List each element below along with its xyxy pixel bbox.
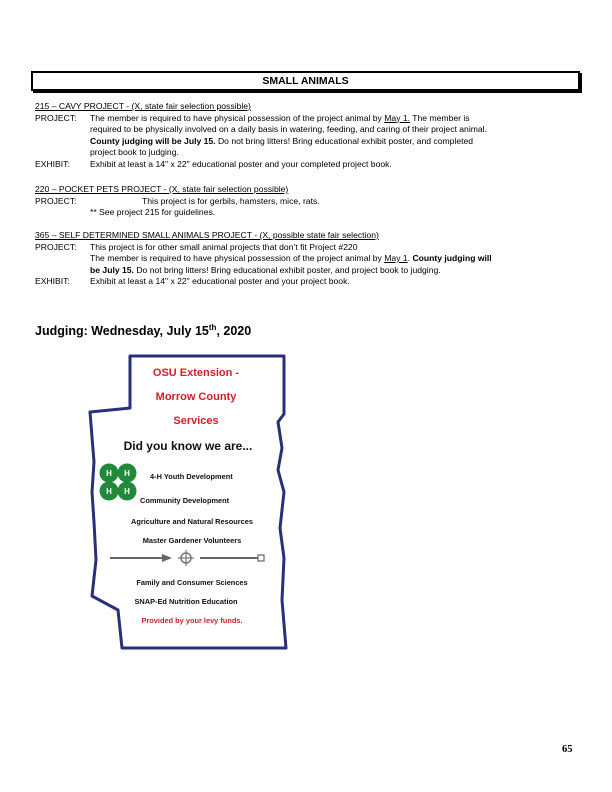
project-label: PROJECT: [35,241,77,252]
guidelines-note: ** See project 215 for guidelines. [90,207,216,217]
page-number: 65 [562,744,573,755]
project-title: 365 – SELF DETERMINED SMALL ANIMALS PROJECT - (X, possible state fair selection) [35,230,379,240]
flyer-item-family-consumer: Family and Consumer Sciences [136,578,248,587]
project-215: 215 – CAVY PROJECT - (X, state fair selection possible) PROJECT: The member is required to have physical possession of the project animal by May 1. The member is required to be physically involved on a daily basis in watering, feeding, and caring of their project animal. County judging will be July 15. Do not bring litters! Bring educational exhibit poster, and completed project book to judging. EXHIBIT: Exhibit at least a 14" x 22" educational poster and your completed project book. [35,101,580,170]
project-label: PROJECT: [35,195,77,206]
exhibit-label: EXHIBIT: [35,276,70,286]
deadline-date: May 1 [384,253,408,263]
deadline-date: May 1. [384,112,411,123]
exhibit-label: EXHIBIT: [35,158,70,169]
project-title: 220 – POCKET PETS PROJECT - (X, state fair selection possible) [35,184,289,194]
project-220: 220 – POCKET PETS PROJECT - (X, state fair selection possible) PROJECT: This project is for gerbils, hamsters, mice, rats. ** See project 215 for guidelines. [35,184,580,219]
svg-text:H: H [106,469,112,478]
osu-extension-flyer [88,352,298,652]
exhibit-text: Exhibit at least a 14" x 22" educational poster and your completed project book. [90,158,392,169]
flyer-item-agriculture: Agriculture and Natural Resources [131,517,253,526]
project-title: 215 – CAVY PROJECT - (X, state fair selection possible) [35,101,251,111]
judging-date-heading: Judging: Wednesday, July 15th, 2020 [35,323,252,339]
judging-date-note: be July 15. [90,264,134,275]
flyer-footer-levy: Provided by your levy funds. [141,616,243,625]
svg-text:H: H [106,487,112,496]
svg-text:H: H [124,487,130,496]
flyer-headline: Did you know we are... [123,439,253,453]
project-365: 365 – SELF DETERMINED SMALL ANIMALS PROJECT - (X, possible state fair selection) PROJECT: This project is for other small animal projects that don’t fit Project #220 The member is required to have physical possession of the project animal by May 1. County judging will be July 15. Do not bring litters! Bring educational exhibit poster, and project book to judging. EXHIBIT: Exhibit at least a 14" x 22" educational poster and your project book. [35,230,580,288]
flyer-item-community: Community Development [140,496,230,505]
flyer-line-osu-extension: OSU Extension - [152,367,240,379]
section-header: SMALL ANIMALS [31,71,580,91]
flyer-item-snap-ed: SNAP-Ed Nutrition Education [134,597,238,606]
judging-date-note: County judging will be July 15. [90,135,216,146]
svg-text:H: H [124,469,130,478]
flyer-item-4h: 4-H Youth Development [150,472,233,481]
flyer-line-services: Services [173,415,219,427]
project-label: PROJECT: [35,112,77,123]
exhibit-text: Exhibit at least a 14" x 22" educational poster and your project book. [90,276,350,286]
flyer-line-morrow-county: Morrow County [155,391,237,403]
flyer-item-master-gardener: Master Gardener Volunteers [142,536,242,545]
